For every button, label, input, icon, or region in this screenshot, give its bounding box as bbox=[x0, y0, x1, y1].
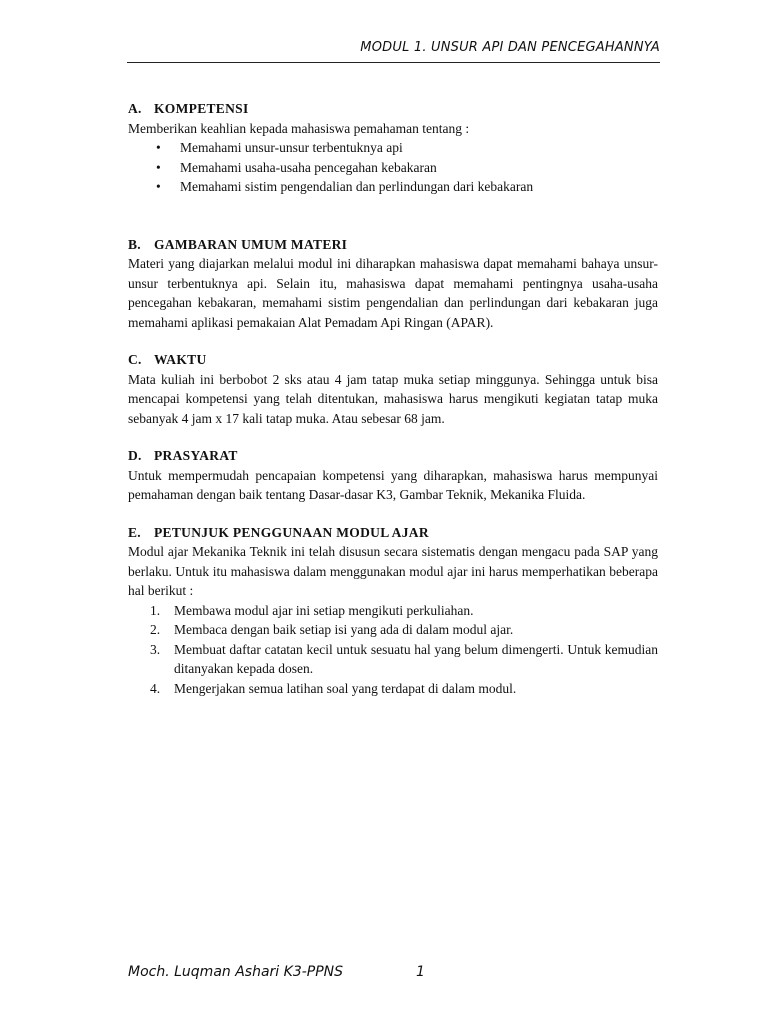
section-petunjuk bbox=[128, 523, 658, 699]
list-item bbox=[156, 138, 658, 158]
bullet-icon: • bbox=[156, 179, 161, 194]
section-waktu bbox=[128, 350, 658, 428]
section-letter: A. bbox=[128, 101, 142, 116]
list-number: 1. bbox=[150, 602, 161, 618]
section-letter: D. bbox=[128, 448, 142, 463]
spacer bbox=[128, 505, 658, 523]
section-kompetensi bbox=[128, 99, 658, 197]
numbered-list bbox=[128, 601, 658, 699]
header-divider bbox=[127, 62, 660, 63]
list-number: 2. bbox=[150, 622, 161, 637]
list-item bbox=[156, 158, 658, 178]
section-title: WAKTU bbox=[154, 352, 207, 367]
list-item-text: Memahami usaha-usaha pencegahan kebakaran bbox=[180, 159, 437, 175]
section-letter: B. bbox=[128, 236, 141, 252]
section-title: PETUNJUK PENGGUNAAN MODUL AJAR bbox=[154, 524, 429, 540]
list-item-text: Membuat daftar catatan kecil untuk sesuatu hal yang belum dimengerti. Untuk kemudian ditanyakan kepada dosen. bbox=[174, 641, 658, 676]
section-intro: Memberikan keahlian kepada mahasiswa pemahaman tentang : bbox=[128, 120, 470, 136]
list-item bbox=[150, 620, 658, 640]
list-item bbox=[156, 177, 658, 197]
page-body bbox=[128, 99, 658, 698]
section-letter: C. bbox=[128, 352, 142, 367]
spacer bbox=[128, 197, 658, 235]
list-item-text: Membaca dengan baik setiap isi yang ada di dalam modul ajar. bbox=[174, 622, 514, 637]
spacer bbox=[128, 332, 658, 350]
section-paragraph: Materi yang diajarkan melalui modul ini diharapkan mahasiswa dapat memahami bahaya unsur-unsur terbentuknya api. Selain itu, mahasiswa dapat memahami pentingnya usaha-usaha pencegahan kebakaran, memahami sistim pengendalian dan perlindungan dari kebakaran juga memahami aplikasi pemakaian Alat Pemadam Api Ringan (APAR). bbox=[128, 256, 658, 330]
page-number: 1 bbox=[416, 964, 425, 980]
section-heading bbox=[128, 99, 658, 119]
list-item bbox=[150, 679, 658, 699]
section-paragraph: Mata kuliah ini berbobot 2 sks atau 4 jam tatap muka setiap minggunya. Sehingga untuk bisa mencapai kompetensi yang telah ditentukan, mahasiswa harus mengikuti kegiatan tatap muka sebanyak 4 jam x 17 kali tatap muka. Atau sebesar 68 jam. bbox=[128, 371, 658, 426]
section-heading bbox=[128, 350, 658, 370]
section-title: KOMPETENSI bbox=[154, 101, 249, 116]
list-number: 4. bbox=[150, 680, 161, 696]
bullet-icon: • bbox=[156, 159, 161, 175]
list-item-text: Membawa modul ajar ini setiap mengikuti perkuliahan. bbox=[174, 602, 474, 618]
list-item-text: Memahami sistim pengendalian dan perlindungan dari kebakaran bbox=[180, 179, 534, 194]
list-number: 3. bbox=[150, 641, 161, 657]
section-paragraph: Untuk mempermudah pencapaian kompetensi yang diharapkan, mahasiswa harus mempunyai pemahaman dengan baik tentang Dasar-dasar K3, Gambar Teknik, Mekanika Fluida. bbox=[128, 467, 658, 502]
section-heading bbox=[128, 235, 658, 255]
section-gambaran-umum bbox=[128, 235, 658, 333]
section-heading bbox=[128, 446, 658, 466]
section-letter: E. bbox=[128, 524, 141, 540]
section-title: GAMBARAN UMUM MATERI bbox=[154, 236, 348, 252]
bullet-list bbox=[128, 138, 658, 197]
section-prasyarat bbox=[128, 446, 658, 505]
section-title: PRASYARAT bbox=[154, 448, 238, 463]
running-header: MODUL 1. UNSUR API DAN PENCEGAHANNYA bbox=[360, 40, 660, 55]
list-item-text: Mengerjakan semua latihan soal yang terdapat di dalam modul. bbox=[174, 680, 517, 696]
spacer bbox=[128, 428, 658, 446]
section-paragraph: Modul ajar Mekanika Teknik ini telah disusun secara sistematis dengan mengacu pada SAP yang berlaku. Untuk itu mahasiswa dalam menggunakan modul ajar ini harus memperhatikan beberapa hal berikut : bbox=[128, 544, 658, 598]
bullet-icon: • bbox=[156, 140, 161, 155]
section-heading bbox=[128, 523, 658, 543]
list-item bbox=[150, 601, 658, 621]
footer-author: Moch. Luqman Ashari K3-PPNS bbox=[128, 964, 344, 980]
list-item-text: Memahami unsur-unsur terbentuknya api bbox=[180, 140, 403, 155]
list-item bbox=[150, 640, 658, 679]
